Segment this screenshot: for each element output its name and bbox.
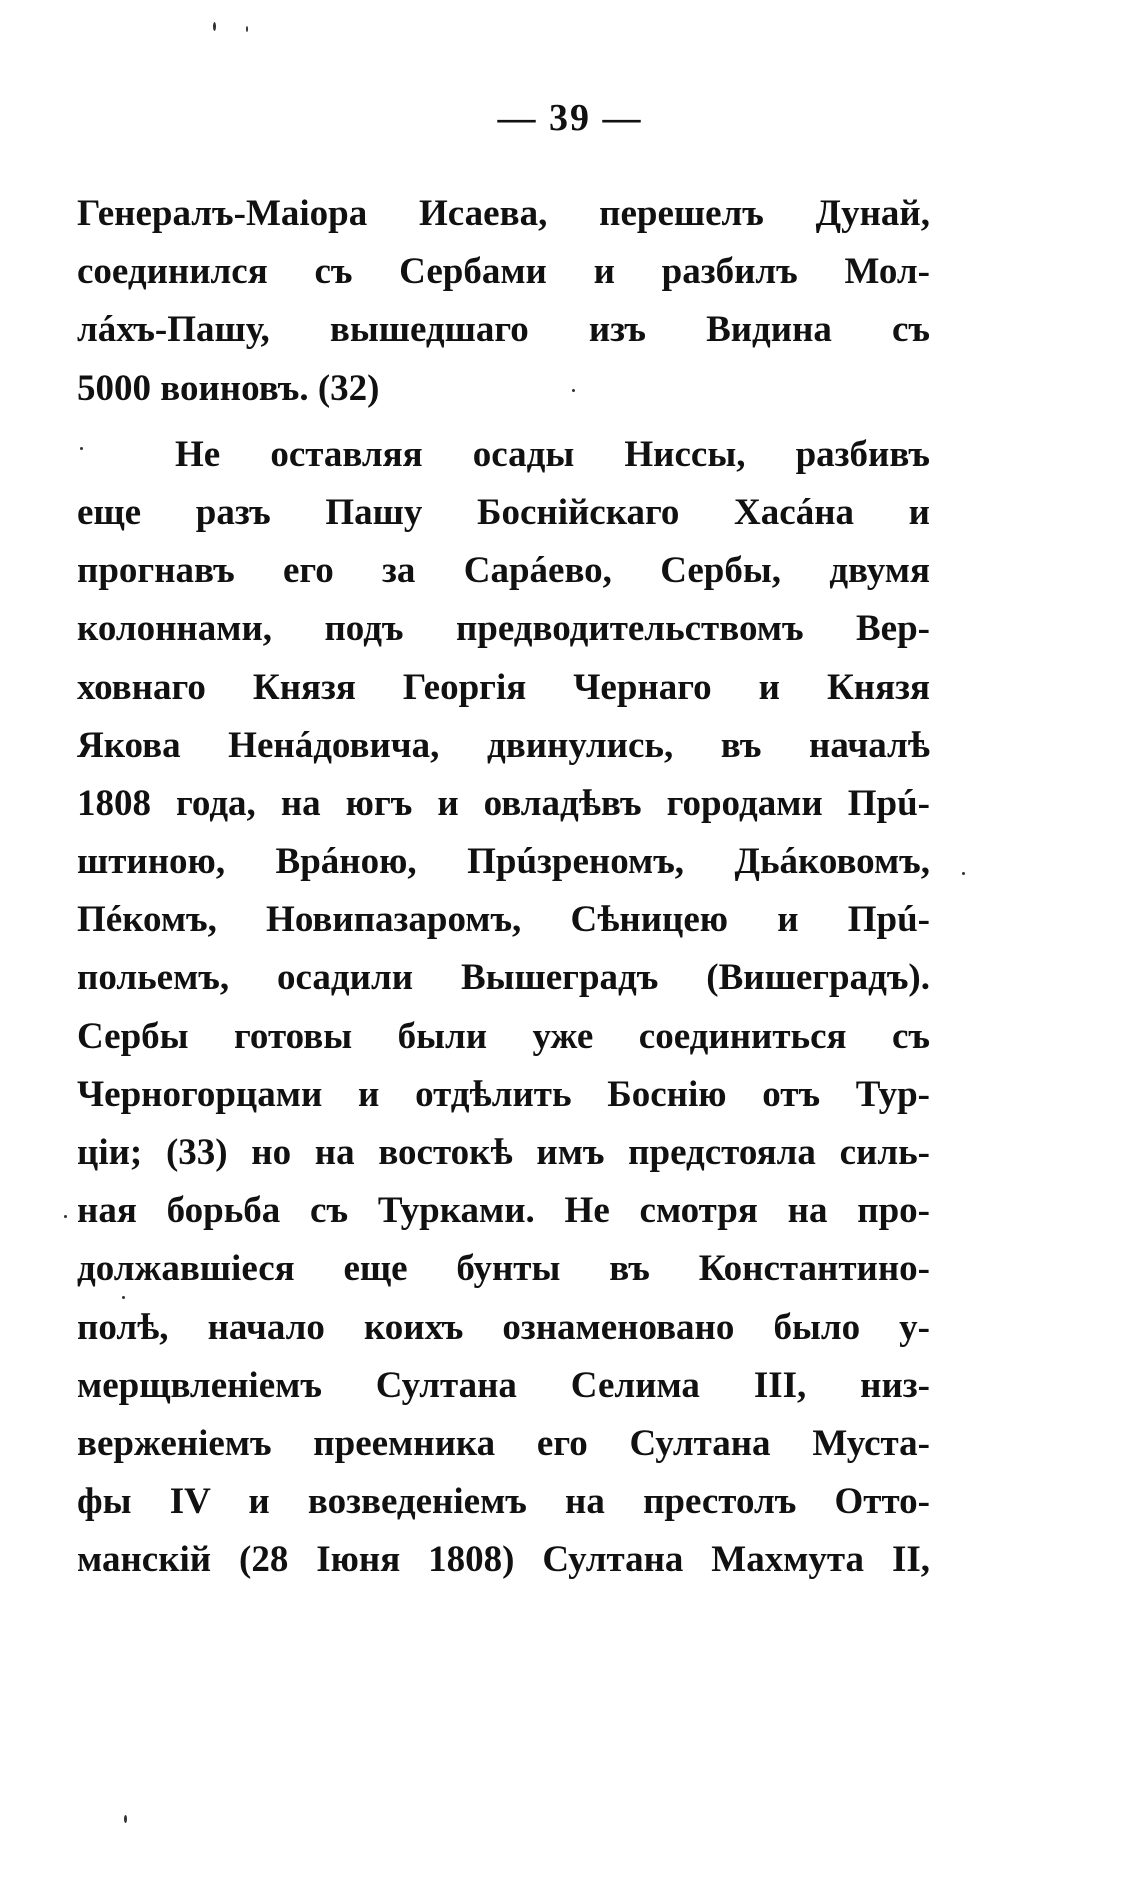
scan-speck	[124, 1815, 127, 1823]
scan-speck	[122, 1296, 125, 1299]
text-line: должавшіеся еще бунты въ Константино-	[77, 1248, 930, 1290]
paragraph-1	[77, 185, 930, 418]
text-line: 5000 воиновъ. (32)	[77, 367, 380, 409]
text-line: мерщвленіемъ Султана Селима III, низ-	[77, 1364, 930, 1406]
text-line: еще разъ Пашу Боснійскаго Хасáна и	[77, 491, 930, 533]
text-line: верженіемъ преемника его Султана Муста-	[77, 1422, 930, 1464]
text-line: 1808 года, на югъ и овладѣвъ городами Прú-	[77, 782, 930, 824]
text-line: фы IV и возведеніемъ на престолъ Отто-	[77, 1481, 930, 1523]
text-line: полѣ, начало коихъ ознаменовано было у-	[77, 1306, 930, 1348]
text-line: соединился съ Сербами и разбилъ Мол-	[77, 251, 930, 293]
text-line: Черногорцами и отдѣлить Боснію отъ Тур-	[77, 1073, 930, 1115]
scan-speck	[962, 872, 965, 875]
text-line: польемъ, осадили Вышеградъ (Вишеградъ).	[77, 957, 930, 999]
text-line: Якова Ненáдовича, двинулись, въ началѣ	[77, 724, 930, 766]
scan-speck	[246, 26, 248, 32]
text-line: Не оставляя осады Ниссы, разбивъ	[175, 433, 930, 475]
text-line: Сербы готовы были уже соединиться съ	[77, 1015, 930, 1057]
paragraph-2	[77, 426, 930, 1590]
text-line: колоннами, подъ предводительствомъ Вер-	[77, 608, 930, 650]
scan-speck	[572, 389, 575, 392]
text-line: ховнаго Князя Георгія Чернаго и Князя	[77, 666, 930, 708]
text-line: прогнавъ его за Сарáево, Сербы, двумя	[77, 550, 930, 592]
scan-speck	[213, 22, 216, 31]
text-line: лáхъ-Пашу, вышедшаго изъ Видина съ	[77, 309, 930, 351]
page-number: — 39 —	[497, 97, 643, 139]
text-line: штиною, Врáною, Прúзреномъ, Дьáковомъ,	[77, 841, 930, 883]
text-line: Генералъ-Маіора Исаева, перешелъ Дунай,	[77, 193, 930, 234]
scan-speck	[64, 1215, 67, 1218]
scan-speck	[80, 447, 83, 450]
text-line: манскій (28 Іюня 1808) Султана Махмута II,	[77, 1539, 930, 1581]
body-text	[77, 185, 930, 1590]
text-line: ціи; (33) но на востокѣ имъ предстояла силь-	[77, 1132, 930, 1173]
text-line: Пéкомъ, Новипазаромъ, Сѣницею и Прú-	[77, 899, 930, 941]
paragraph-gap	[77, 418, 930, 426]
text-line: ная борьба съ Турками. Не смотря на про-	[77, 1190, 930, 1232]
